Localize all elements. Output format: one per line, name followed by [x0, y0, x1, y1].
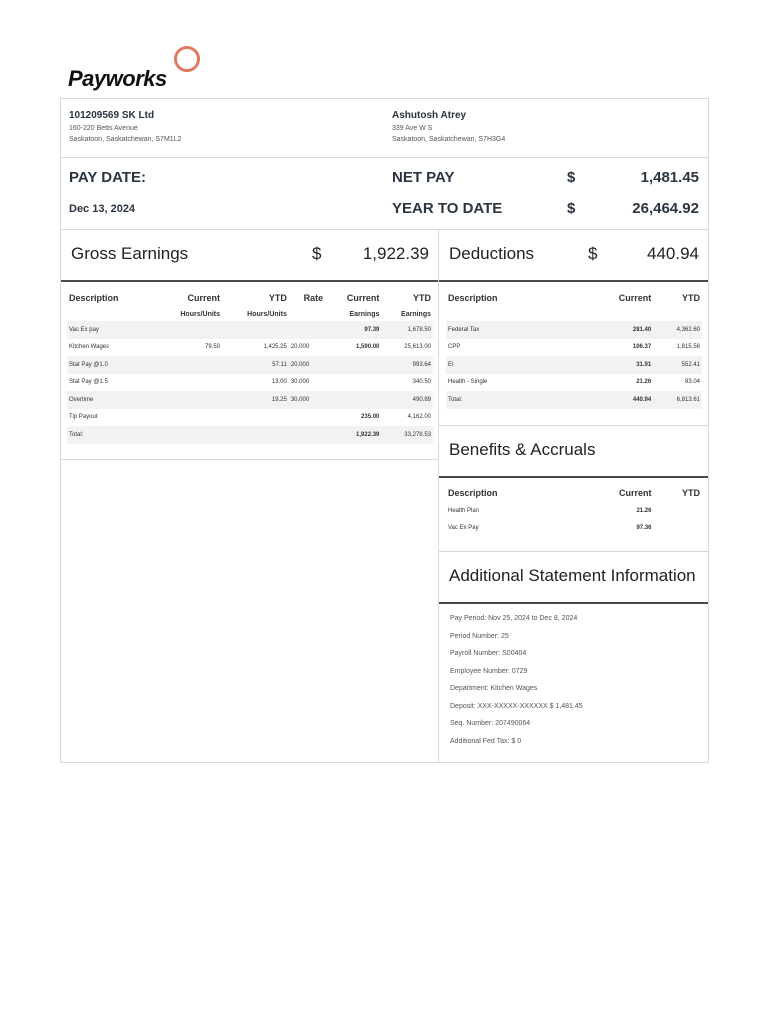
gross-earnings-title: Gross Earnings: [71, 244, 189, 263]
cell: 79.50: [205, 344, 221, 351]
cell: Health - Single: [448, 379, 488, 386]
cell: 30.000: [289, 391, 325, 409]
cell: 19.25: [222, 391, 289, 409]
table-header-row: [446, 484, 702, 502]
ytd-label: YEAR TO DATE: [392, 200, 503, 217]
employer-address-line2: Saskatoon, Saskatchewan, S7M1L2: [69, 136, 182, 143]
cell: 97.36: [636, 525, 652, 532]
cell: 83.04: [684, 379, 700, 386]
col-ytd-hours: YTD: [268, 293, 287, 303]
cell: Federal Tax: [446, 321, 585, 339]
employee-address-line1: 339 Ave W S: [392, 125, 433, 132]
pay-summary: [61, 157, 708, 230]
cell: 235.00: [361, 414, 380, 421]
cell: Vac Ex pay: [67, 321, 161, 339]
net-pay-amount: 1,481.45: [640, 169, 699, 186]
table-row: [67, 374, 433, 392]
cell: 552.41: [653, 356, 702, 374]
ytd-amount: 26,464.92: [632, 200, 699, 217]
additional-info-title: Additional Statement Information: [449, 566, 696, 585]
cell: [289, 321, 325, 339]
sub-current-hours: Hours/Units: [180, 310, 221, 318]
benefits-title: Benefits & Accruals: [449, 440, 596, 459]
deductions-amount: 440.94: [647, 244, 699, 263]
benefits-header: [439, 426, 708, 478]
col-description: Description: [69, 293, 119, 303]
table-row: [67, 391, 433, 409]
col-current: Current: [618, 488, 652, 498]
table-row: [446, 339, 702, 357]
cell: 21.26: [636, 507, 652, 514]
cell: [222, 409, 289, 427]
info-employee-number: Employee Number: 0729: [450, 668, 528, 675]
cell: [222, 321, 289, 339]
info-additional-fed-tax: Additional Fed Tax: $ 0: [450, 738, 522, 745]
cell: [325, 356, 381, 374]
info-pay-period: Pay Period: Nov 25, 2024 to Dec 8, 2024: [450, 615, 578, 622]
employee-name: Ashutosh Atrey: [392, 110, 467, 121]
gross-earnings-amount: 1,922.39: [362, 244, 429, 263]
cell: 21.26: [636, 379, 652, 386]
sub-description: [67, 307, 161, 321]
pay-date-value: Dec 13, 2024: [69, 203, 136, 215]
deductions-table: [446, 289, 702, 409]
stub-header: [61, 99, 708, 158]
info-deposit: Deposit: XXX-XXXXX-XXXXXX $ 1,481.45: [450, 703, 583, 710]
col-rate: Rate: [303, 293, 324, 303]
table-row: [446, 374, 702, 392]
cell: [161, 391, 223, 409]
employee-address-line2: Saskatoon, Saskatchewan, S7H3G4: [392, 136, 506, 143]
col-current-hours: Current: [187, 293, 221, 303]
cell: EI: [446, 356, 585, 374]
cell: 30.000: [290, 379, 310, 386]
table-row: [67, 339, 433, 357]
cell: [161, 426, 223, 444]
table-spacer-row: [446, 307, 702, 321]
column-divider: [438, 230, 439, 763]
cell: 281.40: [585, 321, 653, 339]
cell: 97.39: [325, 321, 381, 339]
cell: 440.94: [585, 391, 653, 409]
cell: 4,362.60: [653, 321, 702, 339]
cell: 57.11: [222, 356, 289, 374]
table-row: [446, 356, 702, 374]
cell: 25,613.00: [404, 344, 431, 351]
cell: 993.64: [381, 356, 433, 374]
logo-wordmark: Payworks: [68, 66, 167, 91]
sub-current-earnings: Earnings: [349, 310, 380, 318]
net-pay-currency: $: [567, 169, 576, 186]
cell: [289, 426, 325, 444]
table-row: [67, 409, 433, 427]
col-ytd-earnings: YTD: [413, 293, 431, 303]
gross-table-divider: [61, 459, 438, 460]
col-ytd: YTD: [682, 488, 700, 498]
cell: Overtime: [67, 391, 161, 409]
info-department: Department: Kitchen Wages: [450, 685, 538, 692]
cell: 13.00: [271, 379, 287, 386]
col-current: Current: [618, 293, 652, 303]
additional-info-header: [439, 552, 708, 604]
cell: [161, 409, 223, 427]
cell: 31.91: [585, 356, 653, 374]
pay-date-label: PAY DATE:: [69, 169, 146, 186]
table-subheader-row: [67, 307, 433, 321]
ytd-currency: $: [567, 200, 576, 217]
info-payroll-number: Payroll Number: S00404: [450, 650, 527, 657]
cell: 1,678.50: [381, 321, 433, 339]
sub-ytd-earnings: Earnings: [401, 310, 431, 318]
cell: Kitchen Wages: [69, 344, 110, 351]
gross-earnings-table: [67, 289, 433, 444]
cell: 4,162.00: [407, 414, 431, 421]
table-row: [67, 321, 433, 339]
cell: Total:: [67, 426, 161, 444]
deductions-currency: $: [588, 244, 598, 263]
gross-earnings-currency: $: [312, 244, 322, 263]
logo-ring-icon: [174, 46, 200, 72]
cell: [325, 374, 381, 392]
cell: 20.000: [290, 344, 310, 351]
cell: [161, 374, 223, 392]
cell: [289, 409, 325, 427]
cell: 1,425.25: [263, 344, 287, 351]
cell: Health Plan: [448, 507, 480, 514]
employer-name: 101209569 SK Ltd: [69, 110, 155, 121]
deductions-title: Deductions: [449, 244, 535, 263]
cell: [161, 356, 223, 374]
table-row: [446, 520, 702, 538]
cell: 1,815.56: [676, 344, 700, 351]
benefits-table: [446, 484, 702, 537]
cell: 1,590.00: [356, 344, 380, 351]
cell: Vac Ex Pay: [448, 525, 479, 532]
table-header-row: [446, 289, 702, 307]
cell: 340.50: [412, 379, 431, 386]
pay-stub: [60, 98, 709, 763]
cell: 106.37: [632, 344, 652, 351]
cell: Stat Pay @1.5: [69, 379, 108, 386]
table-total-row: [67, 426, 433, 444]
cell: [161, 321, 223, 339]
deductions-header: [439, 230, 708, 282]
table-row: [446, 321, 702, 339]
cell: 490.89: [381, 391, 433, 409]
gross-earnings-header: [61, 230, 438, 282]
col-current-earnings: Current: [346, 293, 380, 303]
cell: Total:: [446, 391, 585, 409]
cell: [222, 426, 289, 444]
cell: 6,813.61: [653, 391, 702, 409]
cell: 20.000: [289, 356, 325, 374]
table-total-row: [446, 391, 702, 409]
table-header-row: [67, 289, 433, 307]
cell: [325, 391, 381, 409]
cell: 33,278.53: [381, 426, 433, 444]
cell: Tip Payout: [69, 414, 98, 421]
employer-address-line1: 160-220 Betts Avenue: [69, 125, 138, 132]
table-row: [67, 356, 433, 374]
cell: 1,922.39: [325, 426, 381, 444]
cell: [653, 520, 702, 538]
net-pay-label: NET PAY: [392, 169, 455, 186]
col-ytd: YTD: [682, 293, 700, 303]
info-period-number: Period Number: 25: [450, 633, 509, 640]
info-seq-number: Seq. Number: 207490064: [450, 720, 531, 727]
sub-rate: [289, 307, 325, 321]
cell: CPP: [448, 344, 461, 351]
cell: Stat Pay @1.0: [67, 356, 161, 374]
col-description: Description: [448, 488, 498, 498]
sub-ytd-hours: Hours/Units: [247, 310, 287, 318]
table-row: [446, 502, 702, 520]
col-description: Description: [448, 293, 498, 303]
cell: [653, 502, 702, 520]
